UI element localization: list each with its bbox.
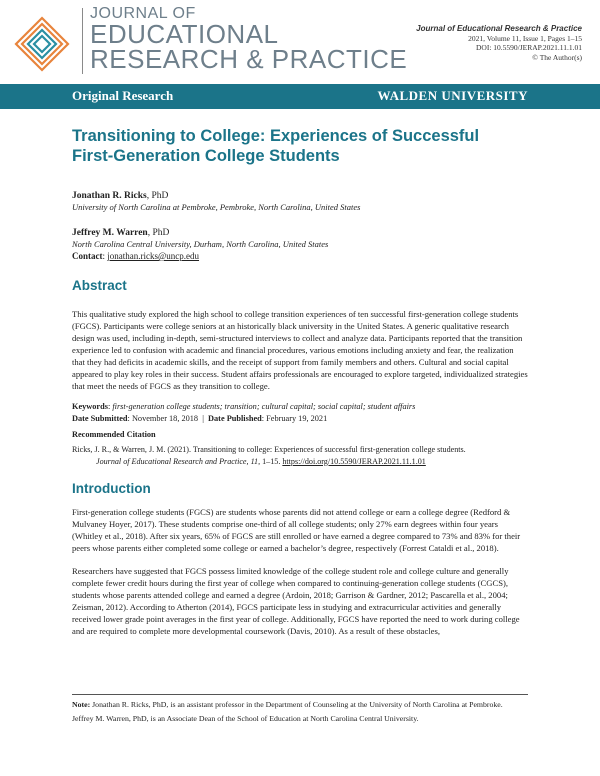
author-1-name: Jonathan R. Ricks xyxy=(72,191,147,201)
copyright-info: © The Author(s) xyxy=(532,52,582,62)
section-label: Original Research xyxy=(72,88,174,103)
author-2-name: Jeffrey M. Warren xyxy=(72,228,148,238)
article-body xyxy=(72,120,528,637)
footnote-note-1-text: Jonathan R. Ricks, PhD, is an assistant professor in the Department of Counseling at the University of North Carolina at Pembroke. xyxy=(90,700,503,709)
article-title xyxy=(72,126,528,166)
citation-main: Ricks, J. R., & Warren, J. M. (2021). Transitioning to college: Experiences of successful first-generation college students. xyxy=(72,445,466,454)
author-2 xyxy=(72,227,528,239)
introduction-heading: Introduction xyxy=(72,481,151,496)
dates-line: Date Submitted: November 18, 2018 | Date Published: February 19, 2021 xyxy=(72,413,328,423)
footnote xyxy=(72,699,528,724)
doi-info: DOI: 10.5590/JERAP.2021.11.1.01 xyxy=(476,43,582,52)
date-published: February 19, 2021 xyxy=(266,413,328,423)
contact-label: Contact xyxy=(72,251,103,261)
publisher-name: WALDEN UNIVERSITY xyxy=(377,88,528,103)
author-1-affiliation: University of North Carolina at Pembroke, Pembroke, North Carolina, United States xyxy=(72,202,361,212)
citation-pages: , 1–15. xyxy=(258,456,283,466)
citation-journal: Journal of Educational Research and Practice, 11 xyxy=(96,456,259,466)
author-2-degree: , PhD xyxy=(147,228,170,238)
contact-email-link[interactable]: jonathan.ricks@uncp.edu xyxy=(107,251,200,261)
wordmark-line-1: JOURNAL OF xyxy=(90,5,196,22)
introduction-paragraph-1: First-generation college students (FGCS) are students whose parents did not attend college or earn a college degree (Redford & Mulvaney Hoyer, 2017). These students comprise one-third of all college students; only 27% earn degrees within four years (Whitley et al., 2018). After six years, 65% of FGCS are still enrolled or have earned a degree compared to 73% and 83% for their peers whose parents either completed some college or earned a bachelor’s degree, respectively (Forrest Cataldi et al., 2018). xyxy=(72,507,521,553)
journal-info xyxy=(416,24,582,62)
date-submitted: November 18, 2018 xyxy=(131,413,199,423)
journal-header xyxy=(0,0,600,80)
section-band xyxy=(0,84,600,109)
introduction-paragraph-2: Researchers have suggested that FGCS possess limited knowledge of the college student role and college culture and generally complete fewer credit hours during the first year of college when compared to continuing-generation college students (CGCS), students whose parents attended college and earned a degree (Ardoin, 2018; Garrison & Gardner, 2012; Pascarella et al., 2004; Zeisman, 2012). According to Atherton (2014), FGCS participate less in studying and extracurricular activities and generally received lower grade point averages in the first year of college. Additionally, FGCS have reported the need to work during college and are required to complete more developmental coursework (Davis, 2010). As a result of these obstacles, xyxy=(72,566,520,636)
keywords-label: Keywords xyxy=(72,402,108,411)
keywords-text: first-generation college students; transition; cultural capital; social capital; student affairs xyxy=(112,402,416,411)
author-2-affiliation: North Carolina Central University, Durham, North Carolina, United States xyxy=(72,239,329,249)
recommended-citation-label: Recommended Citation xyxy=(72,430,156,439)
author-1 xyxy=(72,190,528,202)
abstract-text: This qualitative study explored the high school to college transition experiences of ten successful first-generation college students (FGCS). Participants were college seniors at an historically black university in the United States. A generic qualitative research design was used, including in-depth, semi-structured interviews to collect and analyze data. Participants reported that the transition experience led to confusion with academic and financial procedures, various emotions including anxiety and fear, the realization that they had deficits in academic skills, and the receipt of support from family members and others. Cultural and social capital appeared to play key roles in their success. Student affairs professionals are encouraged to explore targeted, individualized strategies that meet the needs of FGCS as they transition to college. xyxy=(72,309,528,391)
date-submitted-label: Date Submitted xyxy=(72,413,128,423)
volume-info: 2021, Volume 11, Issue 1, Pages 1–15 xyxy=(468,33,582,43)
footnote-divider xyxy=(72,694,528,695)
citation-doi-link[interactable]: https://doi.org/10.5590/JERAP.2021.11.1.01 xyxy=(282,456,426,466)
footnote-note-1 xyxy=(72,699,528,710)
footnote-note-label: Note: xyxy=(72,700,91,709)
title-line-2: First-Generation College Students xyxy=(72,147,340,165)
keywords-line: Keywords: first-generation college students; transition; cultural capital; social capital; student affairs xyxy=(72,402,416,411)
recommended-citation xyxy=(72,444,528,467)
journal-wordmark xyxy=(90,6,407,72)
title-line-1: Transitioning to College: Experiences of Successful xyxy=(72,127,480,145)
author-1-degree: , PhD xyxy=(146,191,169,201)
wordmark-line-3: RESEARCH & PRACTICE xyxy=(90,44,408,74)
logo-divider xyxy=(82,8,83,74)
journal-logo-icon xyxy=(12,14,72,74)
footnote-note-2: Jeffrey M. Warren, PhD, is an Associate Dean of the School of Education at North Carolina Central University. xyxy=(72,714,419,723)
contact-line: Contact: jonathan.ricks@uncp.edu xyxy=(72,251,200,261)
abstract-heading: Abstract xyxy=(72,278,127,293)
citation-continuation xyxy=(72,456,528,468)
wordmark-line-2: EDUCATIONAL xyxy=(90,19,279,49)
journal-name: Journal of Educational Research & Practice xyxy=(416,24,582,33)
date-published-label: Date Published xyxy=(208,413,262,423)
